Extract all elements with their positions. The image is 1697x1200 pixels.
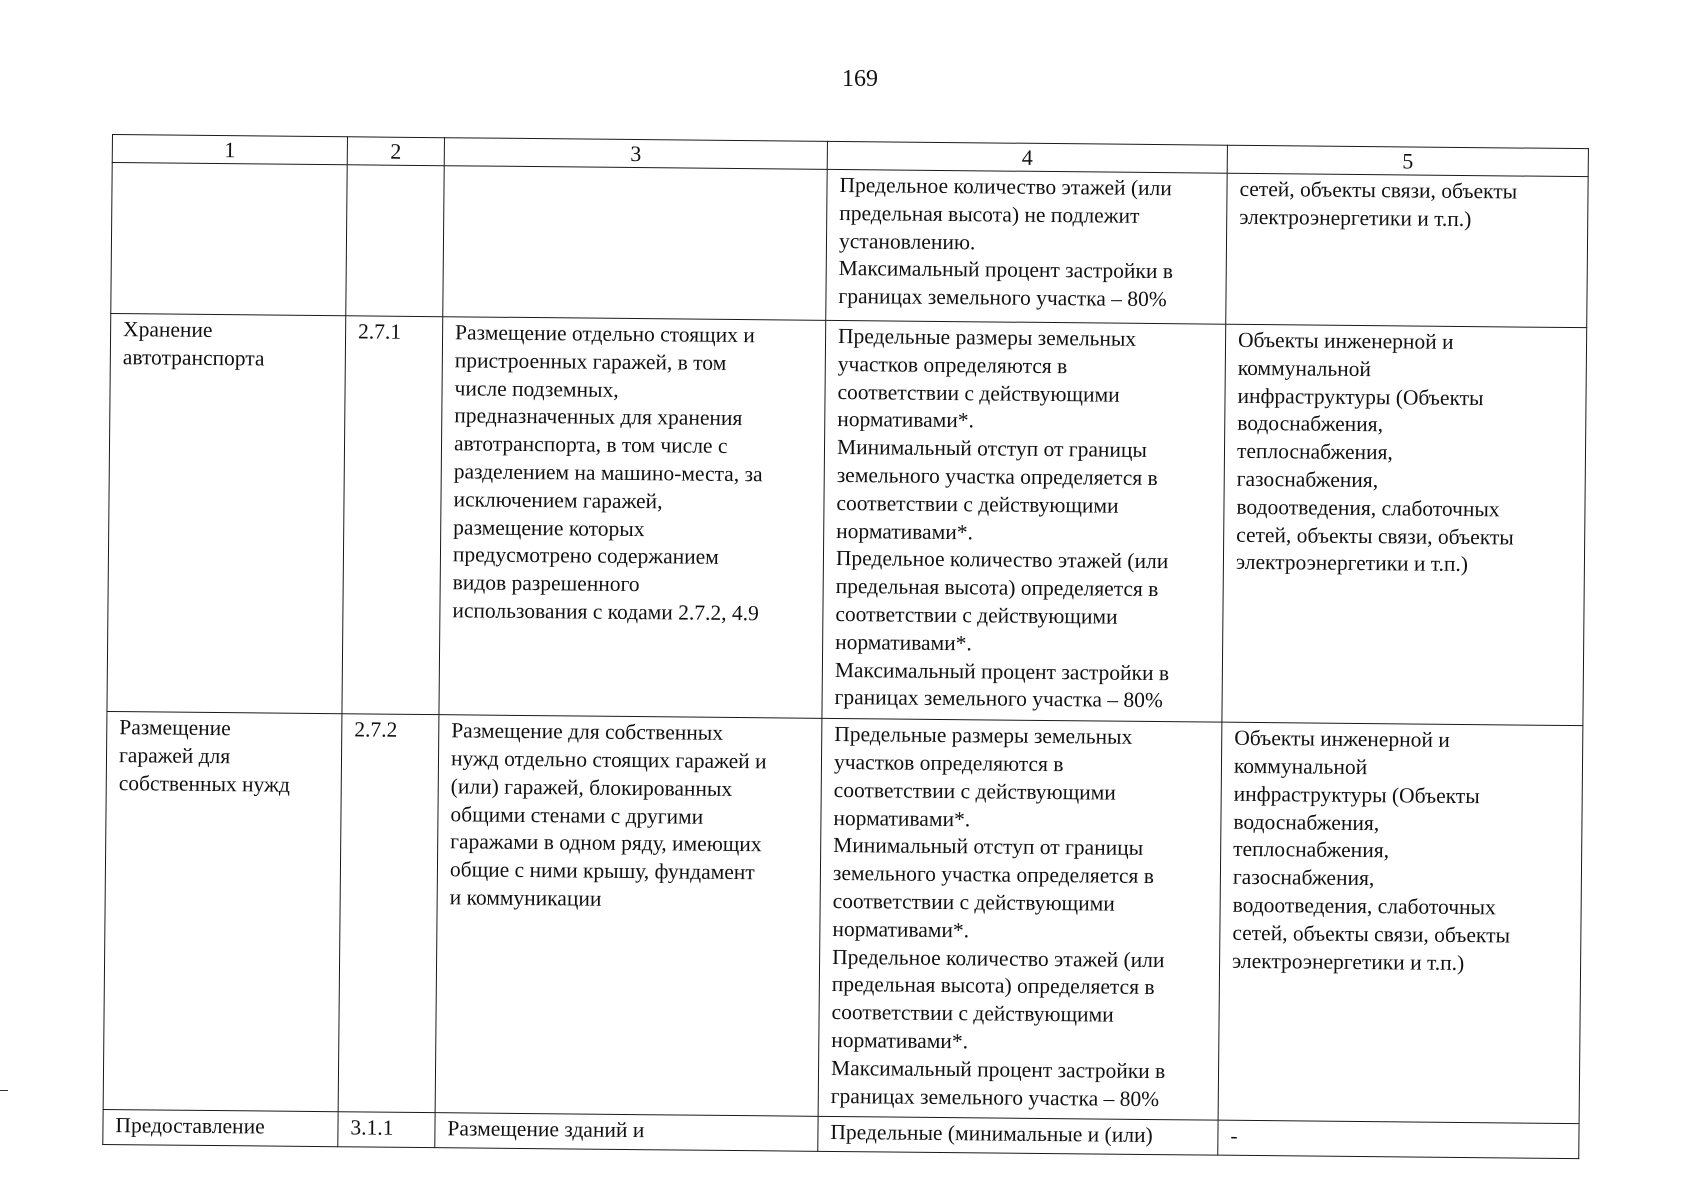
header-col-3: 3 <box>444 138 827 170</box>
header-col-1: 1 <box>112 135 347 165</box>
use-code-cell: 2.7.2 <box>354 717 398 742</box>
parameters-cell: Предельное количество этажей (или предельная высота) не подлежит установлению. Максимальный процент застройки в границах земельного участка – 80% <box>838 172 1174 312</box>
use-description-cell: Размещение зданий и <box>447 1116 645 1143</box>
page-number: 169 <box>842 66 878 92</box>
parameters-cell: Предельные размеры земельных участков определяются в соответствии с действующими нормативами*. Минимальный отступ от границы земельного участка определяется в соответствии с действующими нормативами*. Предельное количество этажей (или предельная высота) определяется в соответствии с действующими нормативами*. Максимальный процент застройки в границах земельного участка – 80% <box>830 722 1166 1111</box>
use-name-cell: Хранение автотранспорта <box>122 317 265 371</box>
objects-cell: Объекты инженерной и коммунальной инфраструктуры (Объекты водоснабжения, теплоснабжения, газоснабжения, водоотведения, слаботочных сетей, объекты связи, объекты электроэнергетики и т.п.) <box>1232 725 1511 975</box>
use-description-cell: Размещение отдельно стоящих и пристроенных гаражей, в том числе подземных, предназначенных для хранения автотранспорта, в том числе с разделением на машино-места, за исключением гаражей, размещение которых предусмотрено содержанием видов разрешенного использования с кодами 2.7.2, 4.9 <box>452 320 763 626</box>
use-code-cell <box>360 167 432 168</box>
land-use-table <box>102 134 1589 1159</box>
use-code-cell: 2.7.1 <box>358 319 402 344</box>
use-name-cell <box>125 165 335 167</box>
parameters-cell: Предельные размеры земельных участков определяются в соответствии с действующими нормативами*. Минимальный отступ от границы земельного участка определяется в соответствии с действующими нормативами*. Предельное количество этажей (или предельная высота) определяется в соответствии с действующими нормативами*. Максимальный процент застройки в границах земельного участка – 80% <box>834 323 1170 713</box>
header-col-2: 2 <box>347 137 444 166</box>
objects-cell: Объекты инженерной и коммунальной инфраструктуры (Объекты водоснабжения, теплоснабжения, газоснабжения, водоотведения, слаботочных сетей, объекты связи, объекты электроэнергетики и т.п.) <box>1235 327 1514 577</box>
use-code-cell: 3.1.1 <box>350 1115 394 1141</box>
header-col-4: 4 <box>827 141 1227 173</box>
use-description-cell: Размещение для собственных нужд отдельно стоящих гаражей и (или) гаражей, блокированных общими стенами с другими гаражами в одном ряду, имеющих общие с ними крышу, фундамент и коммуникации <box>449 718 767 911</box>
table-row <box>103 712 1583 1124</box>
header-col-5: 5 <box>1227 145 1588 176</box>
use-name-cell: Предоставление <box>115 1113 265 1139</box>
parameters-cell: Предельные (минимальные и (или) <box>830 1120 1153 1148</box>
use-name-cell: Размещение гаражей для собственных нужд <box>118 715 290 797</box>
table-row <box>107 313 1587 725</box>
use-description-cell <box>457 168 815 171</box>
objects-cell: сетей, объекты связи, объекты электроэнергетики и т.п.) <box>1239 176 1518 231</box>
objects-cell: - <box>1230 1124 1238 1149</box>
margin-mark <box>0 1090 8 1091</box>
table-row <box>111 163 1588 328</box>
